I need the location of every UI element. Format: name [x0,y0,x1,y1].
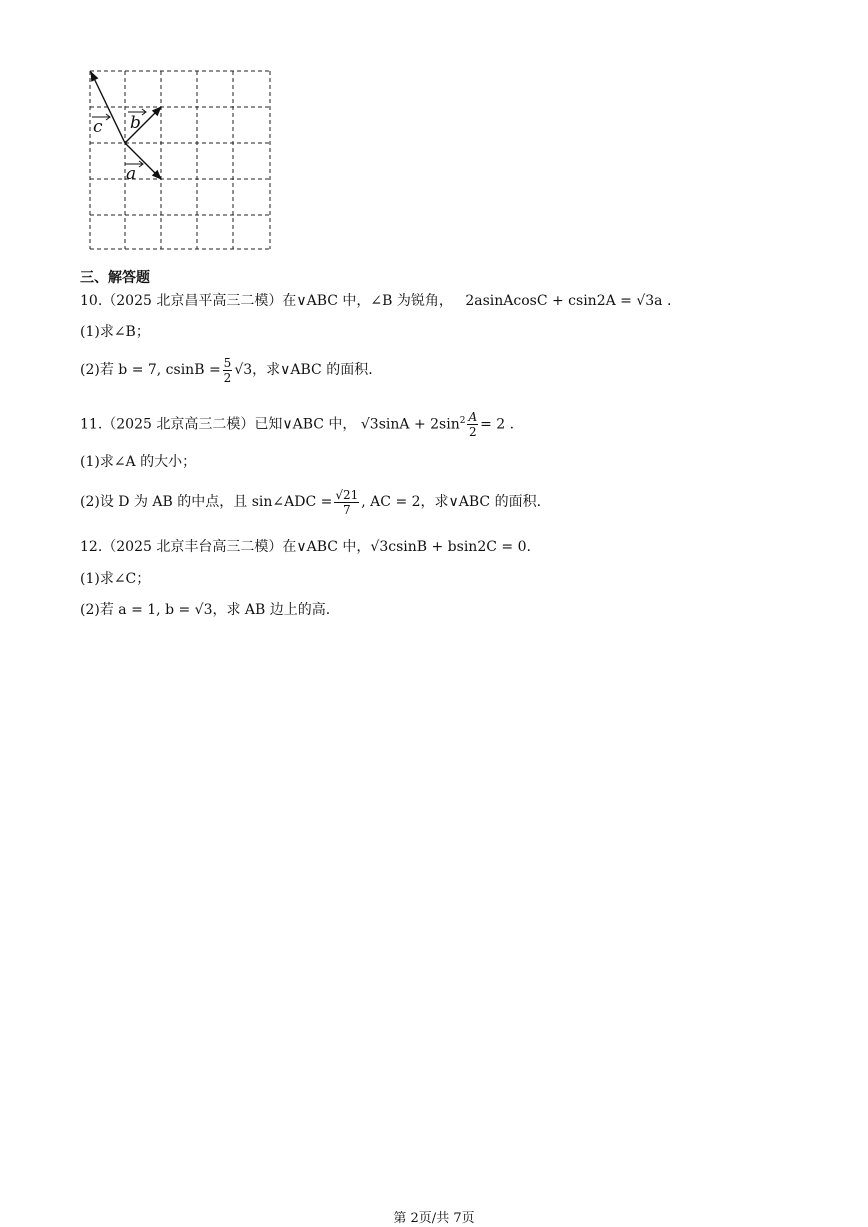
q11-part2-a: (2)设 D 为 AB 的中点，且 sin∠ADC = [80,494,333,510]
grid-lines [90,71,270,249]
q10-head: 10.（2025 北京昌平高三二模）在∨ABC 中，∠B 为锐角， [80,293,453,309]
q11-part1: (1)求∠A 的大小； [80,454,197,470]
q10-part1: (1)求∠B； [80,324,150,340]
vector-grid-figure [80,62,280,262]
q10-part2 [80,352,373,388]
q11-cond-sup: 2 [459,416,466,426]
q12-part2: (2)若 a = 1, b = √3，求 AB 边上的高. [80,602,331,618]
question-12-stem: 12.（2025 北京丰台高三二模）在∨ABC 中，√3csinB + bsin2C = 0. [80,539,531,555]
section-heading: 三、解答题 [80,270,150,286]
q11-cond-fraction [467,411,478,438]
q12-part1: (1)求∠C； [80,571,151,587]
q10-frac-den: 2 [223,370,232,385]
q10-frac-num: 5 [223,355,232,370]
q11-head: 11.（2025 北京高三二模）已知∨ABC 中， [80,416,357,433]
q11-fraction [334,489,359,516]
q10-condition: 2asinAcosC + csin2A = √3a . [465,293,672,309]
q11-frac-den: 7 [342,502,351,517]
label-b: b [130,113,141,133]
q11-frac-num: √21 [335,487,359,502]
label-c: c [93,117,103,137]
q11-cond-b: = 2 . [480,416,515,433]
q11-part2-b: , AC = 2，求∨ABC 的面积. [361,494,542,510]
q11-cond-frac-num: A [468,410,478,425]
q10-part2-b: √3，求∨ABC 的面积. [234,362,373,378]
q11-cond-a: √3sinA + 2sin [360,416,460,433]
question-11-stem [80,403,514,443]
vector-grid-svg [80,62,280,262]
q11-part2 [80,482,541,522]
label-a: a [126,164,137,184]
q10-fraction [223,357,233,384]
page-number: 第 2页/共 7页 [393,1211,475,1226]
q10-part2-a: (2)若 b = 7, csinB = [80,362,221,378]
q11-cond-frac-den: 2 [468,425,477,440]
question-10-stem [80,291,671,311]
